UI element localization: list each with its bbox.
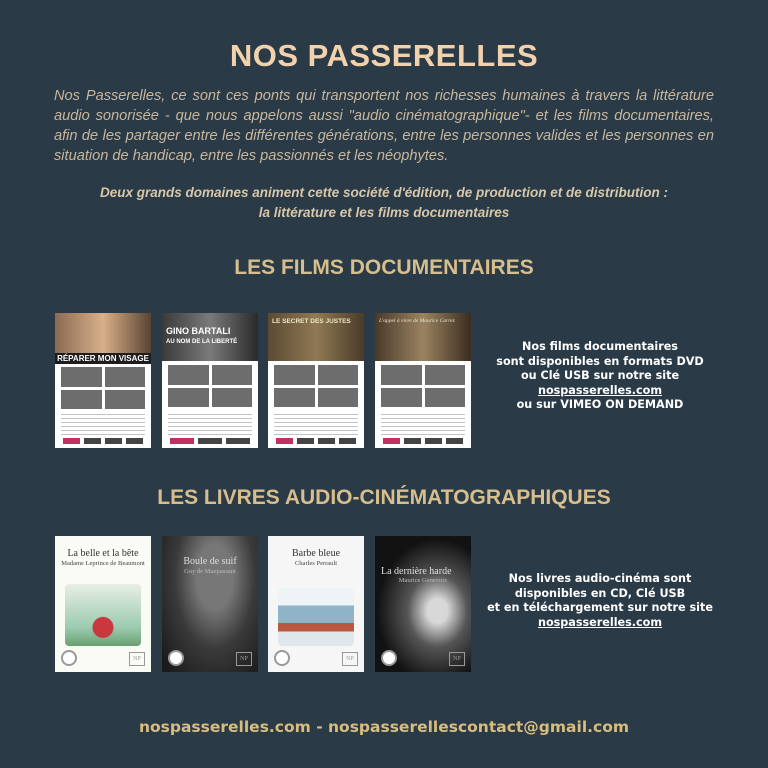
poster-thumbnails <box>61 367 145 409</box>
book-title: Boule de suif <box>183 556 237 567</box>
poster-image <box>162 313 258 361</box>
audio-disc-icon <box>381 650 397 666</box>
poster-title: L'appel à vivre de Maurice Carrez <box>379 318 455 324</box>
page-title: NOS PASSERELLES <box>229 38 539 73</box>
poster-logos <box>170 438 250 444</box>
books-heading: LES LIVRES AUDIO-CINÉMATOGRAPHIQUES <box>157 486 611 509</box>
book-title: La dernière harde <box>381 566 452 577</box>
book-author: Madame Leprince de Beaumont <box>61 560 145 567</box>
publisher-logo: NP <box>236 652 252 666</box>
publisher-logo: NP <box>129 652 145 666</box>
film-poster[interactable] <box>55 313 151 448</box>
poster-credits <box>274 411 358 437</box>
books-text-line: disponibles en CD, Clé USB <box>514 586 686 600</box>
film-poster[interactable] <box>375 313 471 448</box>
audio-disc-icon <box>168 650 184 666</box>
poster-title: GINO BARTALI <box>166 326 231 336</box>
books-text-line: et en téléchargement sur notre site <box>487 601 713 614</box>
domains-line: Deux grands domaines animent cette société d'édition, de production et de distribution : <box>99 185 669 200</box>
films-website-link-text[interactable]: nospasserelles.com <box>537 383 663 397</box>
audio-disc-icon <box>61 650 77 666</box>
book-cover[interactable] <box>162 536 258 672</box>
book-illustration <box>278 588 354 646</box>
book-cover[interactable] <box>55 536 151 672</box>
films-text-line: Nos films documentaires <box>522 340 678 353</box>
book-title: Barbe bleue <box>291 548 341 559</box>
films-text-line: ou Clé USB sur notre site <box>520 369 680 382</box>
book-author: Guy de Maupassant <box>184 568 236 575</box>
poster-logos <box>276 438 356 444</box>
films-text-line: sont disponibles en formats DVD <box>496 354 704 368</box>
film-poster[interactable] <box>162 313 258 448</box>
book-author: Maurice Genevoix <box>398 577 448 584</box>
books-website-link-text[interactable]: nospasserelles.com <box>537 615 663 629</box>
film-poster[interactable] <box>268 313 364 448</box>
book-title: La belle et la bête <box>67 548 139 559</box>
poster-logos <box>383 438 463 444</box>
books-availability-text <box>480 572 720 630</box>
book-cover[interactable] <box>268 536 364 672</box>
publisher-logo: NP <box>449 652 465 666</box>
poster-credits <box>61 411 145 437</box>
films-heading: LES FILMS DOCUMENTAIRES <box>234 256 534 279</box>
domains-statement <box>0 183 768 223</box>
book-illustration <box>65 584 141 646</box>
books-website-link[interactable] <box>480 616 720 631</box>
footer-contact[interactable]: nospasserelles.com - nospasserellescontact@gmail.com <box>138 718 630 736</box>
poster-title: RÉPARER MON VISAGE <box>55 353 151 364</box>
poster-thumbnails <box>274 365 358 407</box>
poster-subtitle: AU NOM DE LA LIBERTÉ <box>166 339 238 345</box>
book-cover[interactable] <box>375 536 471 672</box>
poster-thumbnails <box>381 365 465 407</box>
poster-credits <box>168 411 252 437</box>
films-website-link[interactable] <box>488 384 712 399</box>
films-text-line: ou sur VIMEO ON DEMAND <box>516 398 684 411</box>
book-author: Charles Perrault <box>294 560 338 567</box>
intro-paragraph: Nos Passerelles, ce sont ces ponts qui transportent nos richesses humaines à travers la littérature audio sonorisée - que nous appelons aussi "audio cinématographique"- et les films documentaires, afin de les partager entre les différentes générations, entre les personnes valides et les personnes en situation de handicap, entre les passionnés et les néophytes. <box>54 88 714 164</box>
poster-credits <box>381 411 465 437</box>
domains-line: la littérature et les films documentaires <box>258 205 510 220</box>
publisher-logo: NP <box>342 652 358 666</box>
poster-title: LE SECRET DES JUSTES <box>272 318 351 325</box>
books-text-line: Nos livres audio-cinéma sont <box>508 572 692 585</box>
poster-thumbnails <box>168 365 252 407</box>
films-availability-text <box>488 340 712 413</box>
audio-disc-icon <box>274 650 290 666</box>
poster-logos <box>63 438 143 444</box>
